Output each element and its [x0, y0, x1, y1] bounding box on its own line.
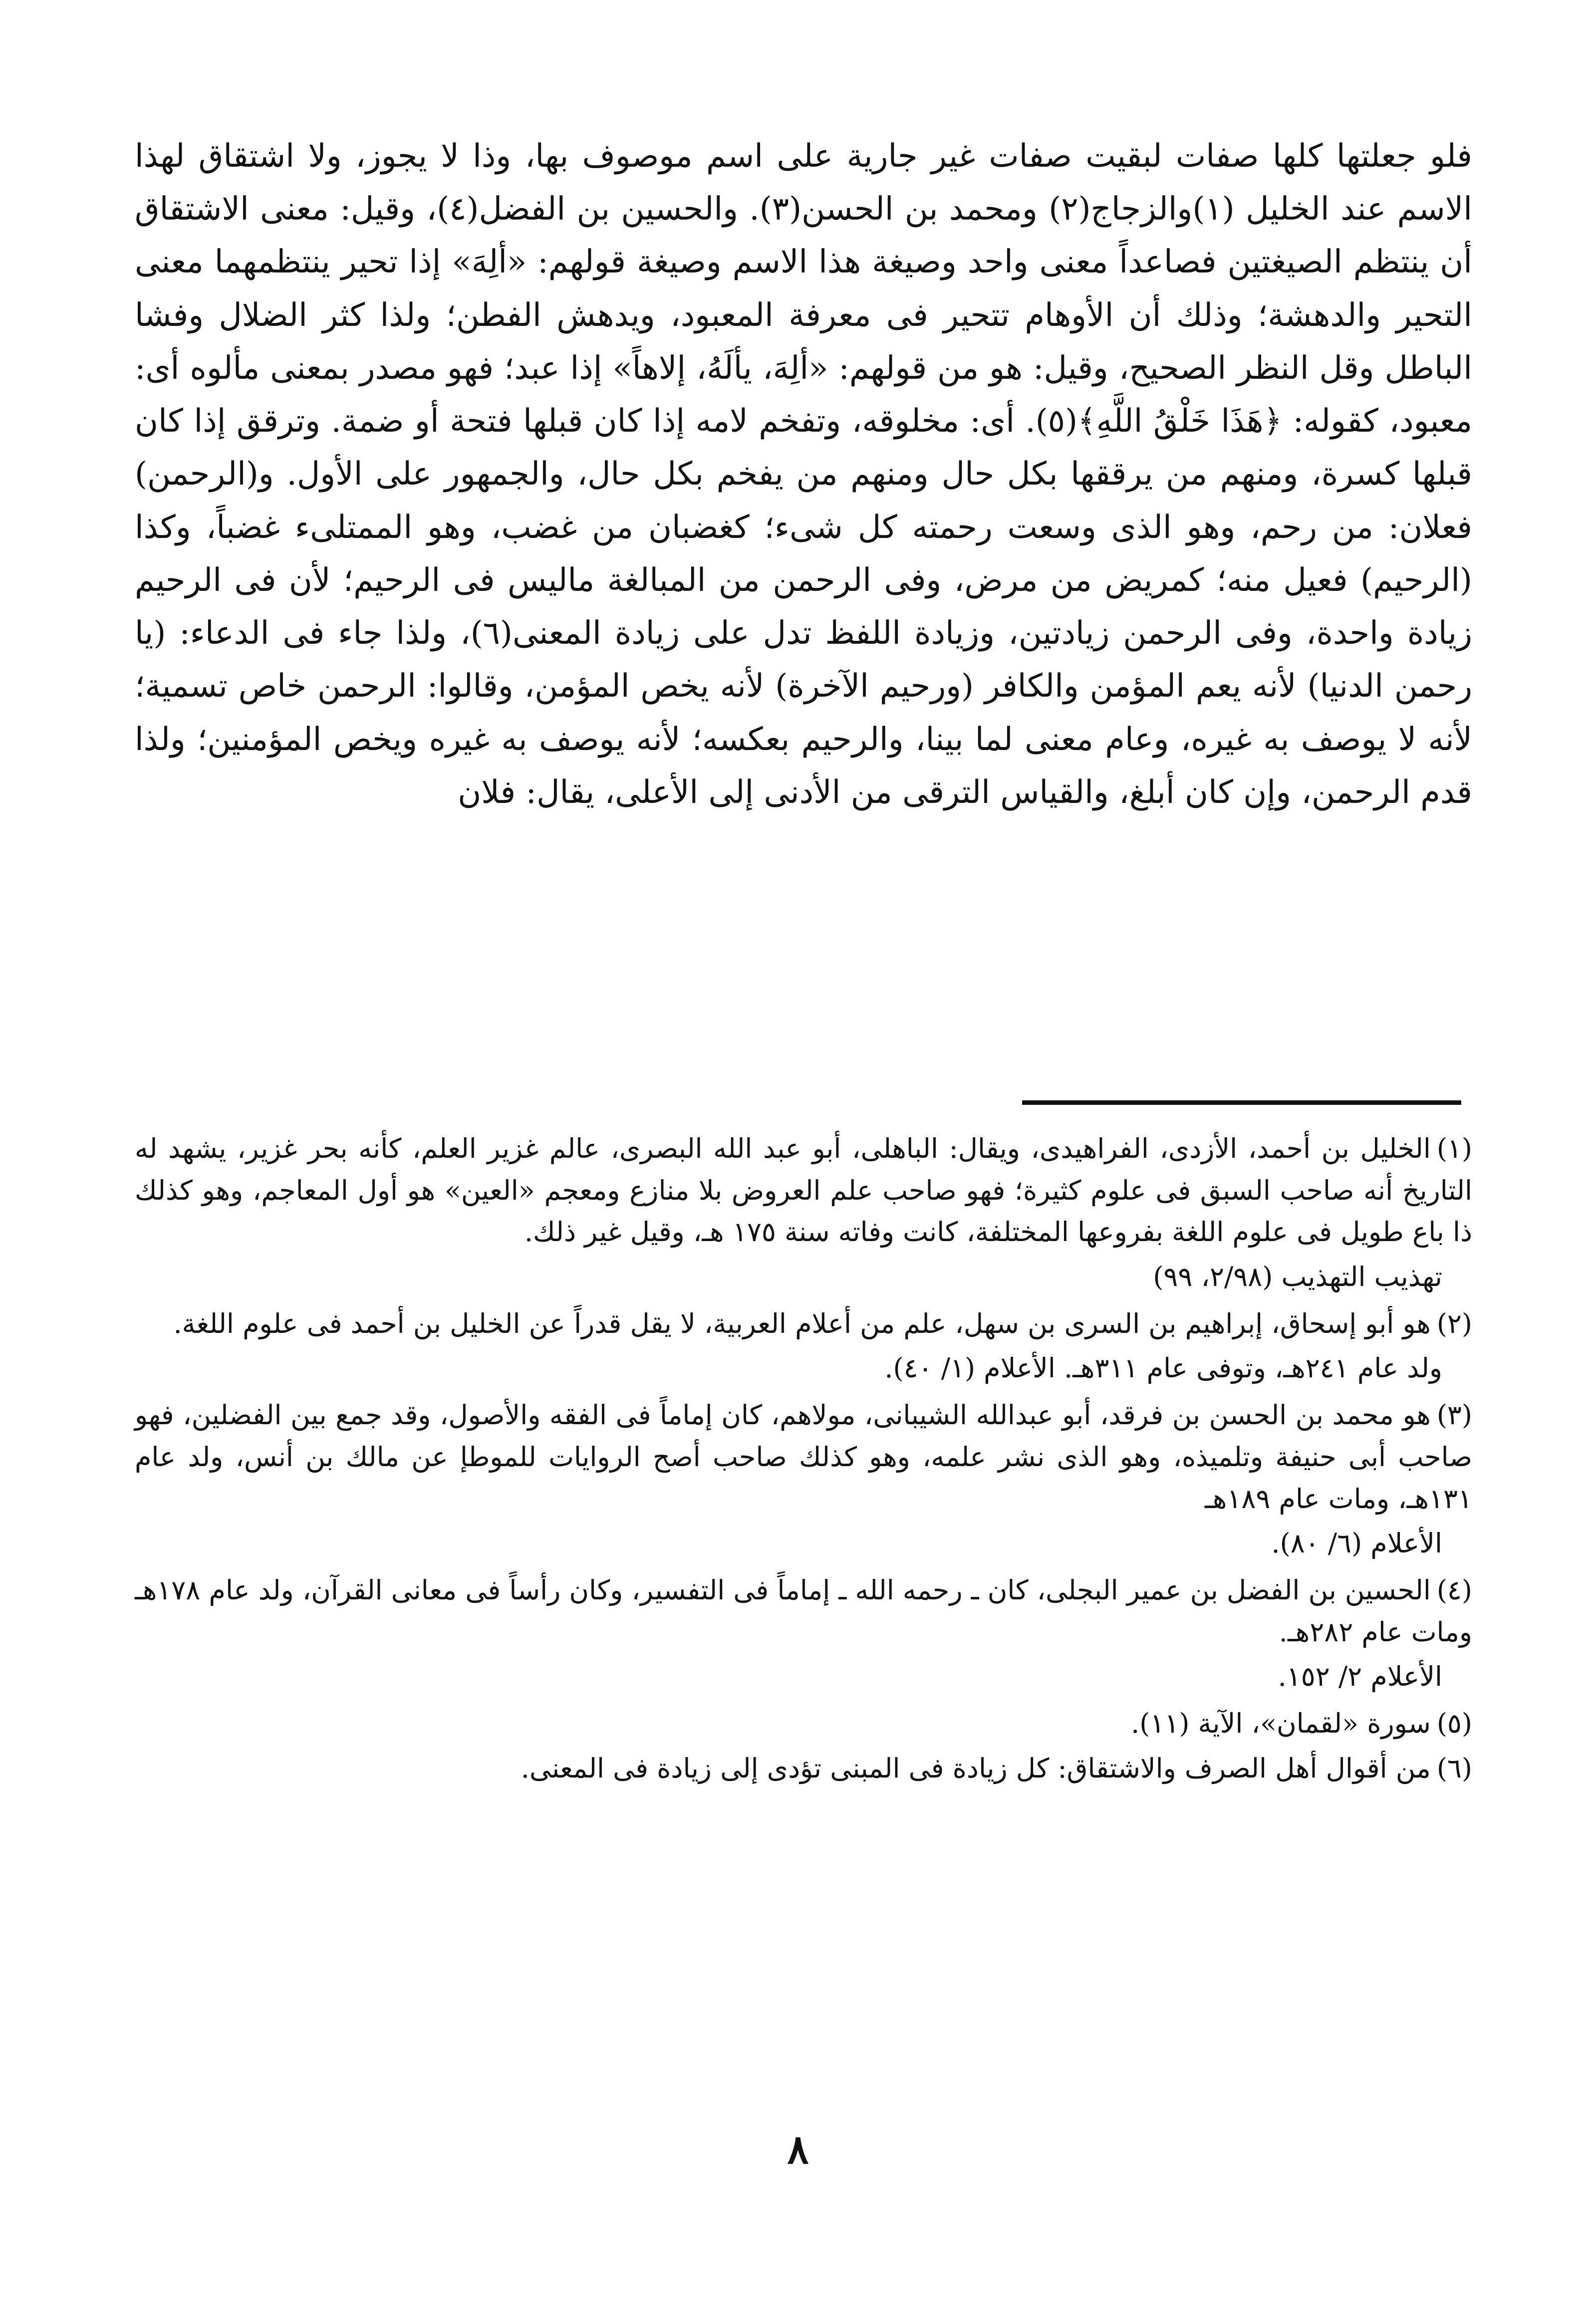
footnote-4 — [135, 1569, 1472, 1653]
main-paragraph: فلو جعلتها كلها صفات لبقيت صفات غير جارية على اسم موصوف بها، وذا لا يجوز، ولا اشتقاق لهذا الاسم عند الخليل (١)والزجاج(٢) ومحمد بن الحسن(٣). والحسين بن الفضل(٤)، وقيل: معنى الاشتقاق أن ينتظم الصيغتين فصاعداً معنى واحد وصيغة هذا الاسم وصيغة قولهم: «ألِهَ» إذا تحير ينتظمهما معنى التحير والدهشة؛ وذلك أن الأوهام تتحير فى معرفة المعبود، ويدهش الفطن؛ ولذا كثر الضلال وفشا الباطل وقل النظر الصحيح، وقيل: هو من قولهم: «ألِهَ، يألَهُ، إلاهاً» إذا عبد؛ فهو مصدر بمعنى مألوه أى: معبود، كقوله: ﴿هَذَا خَلْقُ اللَّهِ﴾(٥). أى: مخلوقه، وتفخم لامه إذا كان قبلها فتحة أو ضمة. وترقق إذا كان قبلها كسرة، ومنهم من يرققها بكل حال ومنهم من يفخم بكل حال، والجمهور على الأول. و(الرحمن) فعلان: من رحم، وهو الذى وسعت رحمته كل شىء؛ كغضبان من غضب، وهو الممتلىء غضباً، وكذا (الرحيم) فعيل منه؛ كمريض من مرض، وفى الرحمن من المبالغة ماليس فى الرحيم؛ لأن فى الرحيم زيادة واحدة، وفى الرحمن زيادتين، وزيادة اللفظ تدل على زيادة المعنى(٦)، ولذا جاء فى الدعاء: (يا رحمن الدنيا) لأنه يعم المؤمن والكافر (ورحيم الآخرة) لأنه يخص المؤمن، وقالوا: الرحمن خاص تسمية؛ لأنه لا يوصف به غيره، وعام معنى لما بينا، والرحيم بعكسه؛ لأنه يوصف به غيره ويخص المؤمنين؛ ولذا قدم الرحمن، وإن كان أبلغ، والقياس الترقى من الأدنى إلى الأعلى، يقال: فلان — [135, 138, 1473, 811]
footnote-1-source: تهذيب التهذيب (٢/٩٨، ٩٩) — [1153, 1261, 1442, 1293]
footnote-6 — [135, 1748, 1472, 1790]
footnote-number: (٥) — [1436, 1707, 1472, 1739]
footnote-3 — [135, 1394, 1472, 1520]
footnote-divider — [1022, 1100, 1461, 1105]
footnote-1 — [135, 1128, 1472, 1253]
footnote-5 — [135, 1703, 1472, 1745]
footnote-text: سورة «لقمان»، الآية (١١). — [1131, 1707, 1431, 1739]
footnotes — [135, 1128, 1472, 1792]
footnote-4-source: الأعلام ٢/ ١٥٢. — [1278, 1661, 1442, 1693]
footnote-number: (١) — [1436, 1133, 1472, 1164]
page-number: ٨ — [787, 2126, 809, 2173]
footnote-number: (٣) — [1436, 1399, 1472, 1431]
footnote-3-source: الأعلام (٦/ ٨٠). — [1271, 1528, 1442, 1559]
footnote-text: الحسين بن الفضل بن عمير البجلى، كان ـ رحمه الله ـ إماماً فى التفسير، وكان رأساً فى معانى القرآن، ولد عام ١٧٨هـ ومات عام ٢٨٢هـ. — [135, 1574, 1472, 1648]
footnote-text: هو محمد بن الحسن بن فرقد، أبو عبدالله الشيبانى، مولاهم، كان إماماً فى الفقه والأصول، وقد جمع بين الفضلين، فهو صاحب أبى حنيفة وتلميذه، وهو الذى نشر علمه، وهو كذلك صاحب أصح الروايات للموطإ عن مالك بن أنس، ولد عام ١٣١هـ، ومات عام ١٨٩هـ — [135, 1399, 1472, 1515]
main-text — [135, 130, 1472, 819]
footnote-number: (٤) — [1436, 1574, 1472, 1606]
footnote-2-source: ولد عام ٢٤١هـ، وتوفى عام ٣١١هـ. الأعلام (١/ ٤٠). — [884, 1352, 1442, 1384]
footnote-text: الخليل بن أحمد، الأزدى، الفراهيدى، ويقال: الباهلى، أبو عبد الله البصرى، عالم غزير العلم، كأنه بحر غزير، يشهد له التاريخ أنه صاحب السبق فى علوم كثيرة؛ فهو صاحب علم العروض بلا منازع ومعجم «العين» هو أول المعاجم، وهو كذلك ذا باع طويل فى علوم اللغة بفروعها المختلفة، كانت وفاته سنة ١٧٥ هـ، وقيل غير ذلك. — [135, 1133, 1472, 1248]
footnote-number: (٦) — [1436, 1752, 1472, 1784]
page-body — [135, 130, 1472, 819]
footnote-text: من أقوال أهل الصرف والاشتقاق: كل زيادة فى المبنى تؤدى إلى زيادة فى المعنى. — [521, 1752, 1431, 1784]
footnote-text: هو أبو إسحاق، إبراهيم بن السرى بن سهل، علم من أعلام العربية، لا يقل قدراً عن الخليل بن أحمد فى علوم اللغة. — [173, 1307, 1431, 1339]
footnote-2 — [135, 1303, 1472, 1345]
footnote-number: (٢) — [1436, 1307, 1472, 1339]
